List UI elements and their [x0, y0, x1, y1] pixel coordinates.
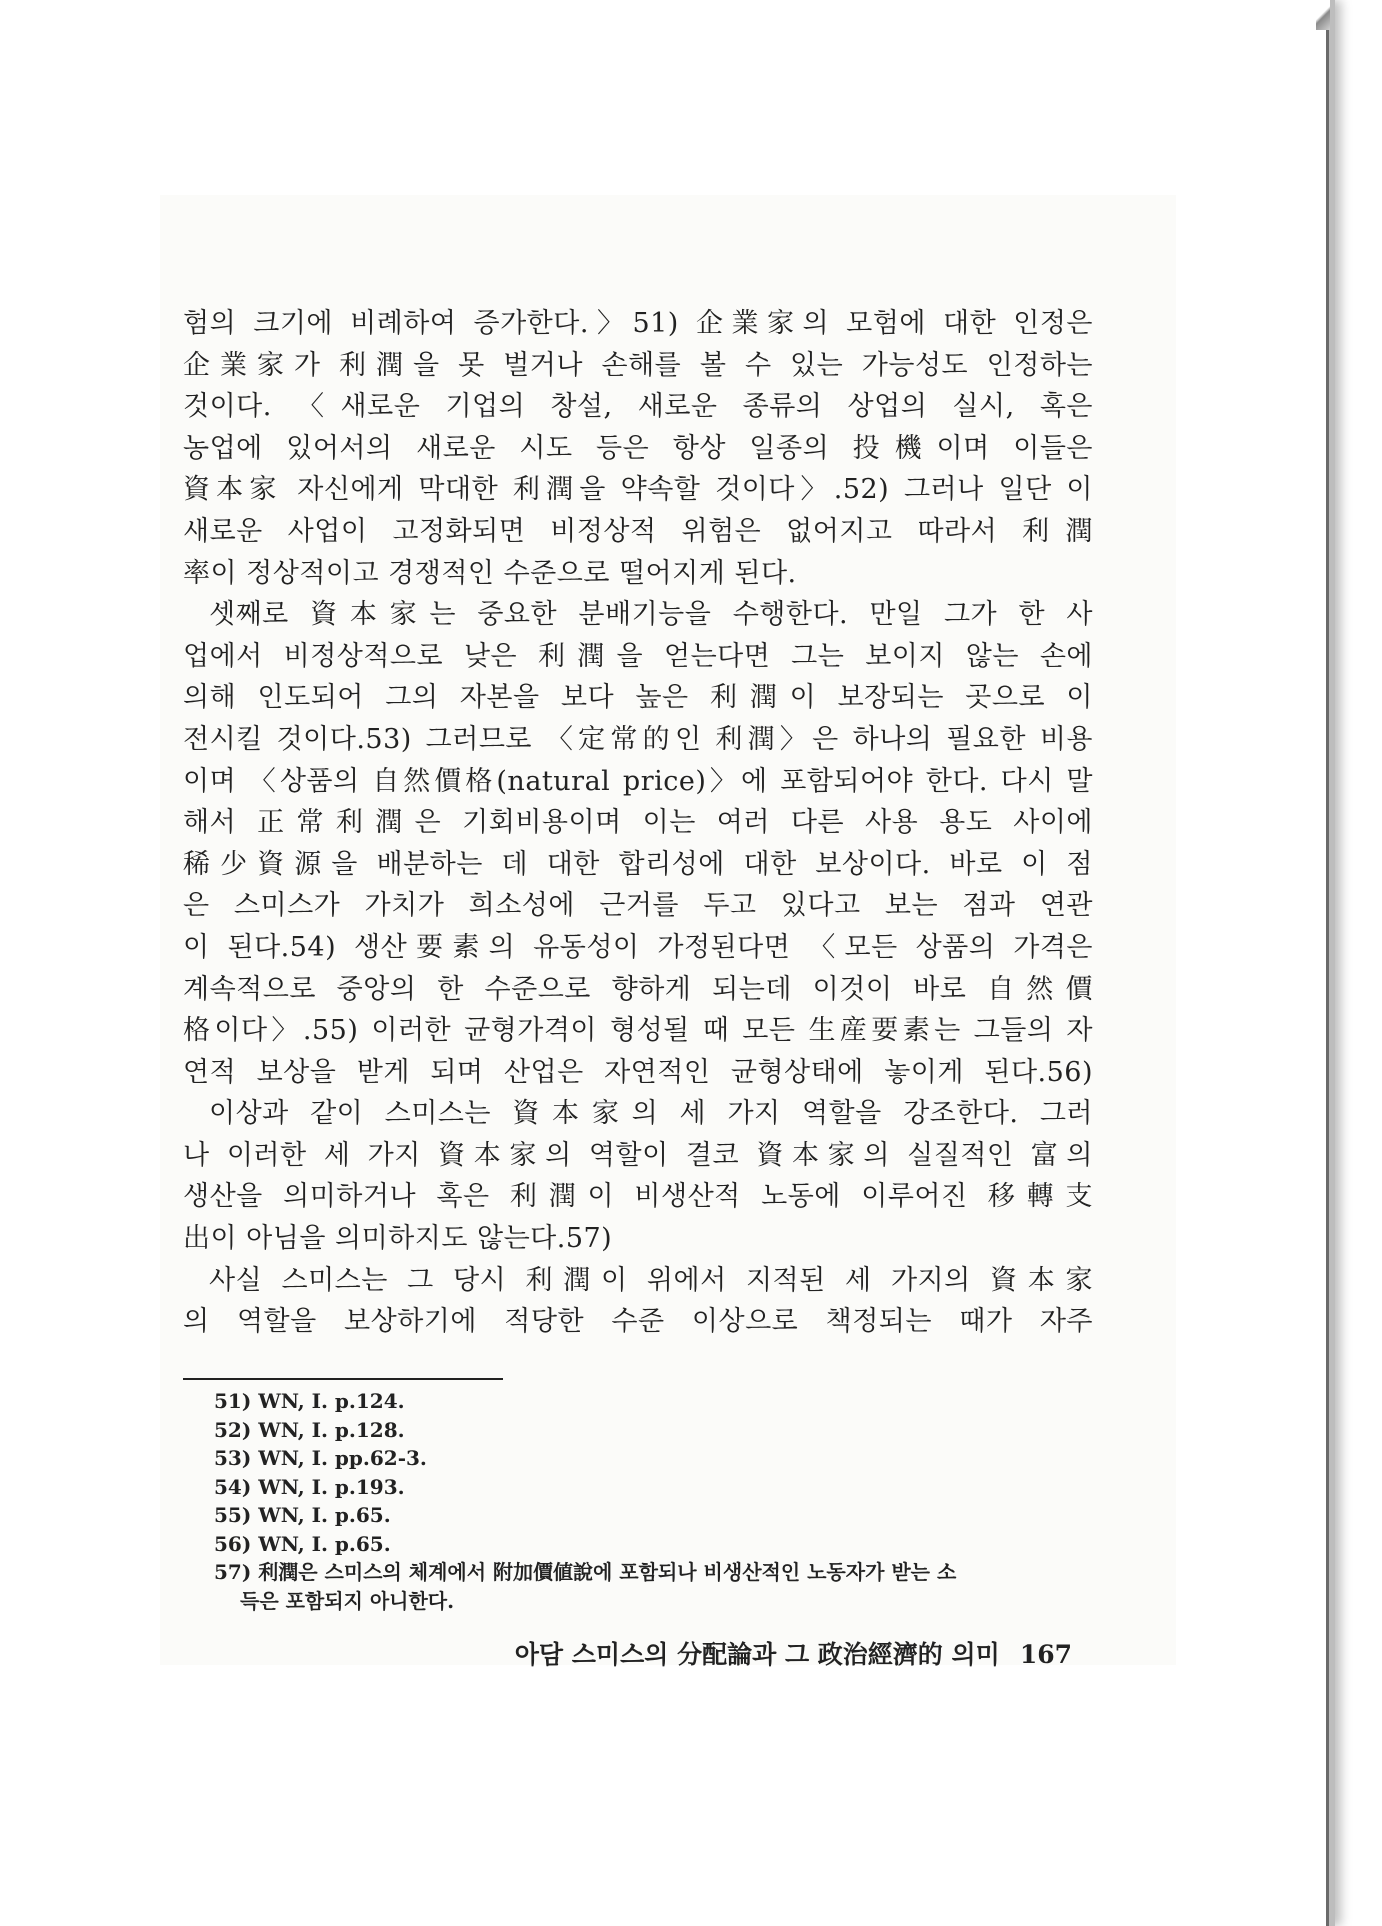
- body-line: 資本家 자신에게 막대한 利潤을 약속할 것이다〉.52) 그러나 일단 이: [183, 474, 1093, 506]
- body-line: 格이다〉.55) 이러한 균형가격이 형성될 때 모든 生産要素는 그들의 자: [183, 1015, 1093, 1047]
- body-line: 연적 보상을 받게 되며 산업은 자연적인 균형상태에 놓이게 된다.56): [183, 1056, 1093, 1088]
- footnote: 51) WN, I. p.124.: [214, 1389, 405, 1413]
- body-line: 해서 正常利潤은 기회비용이며 이는 여러 다른 사용 용도 사이에: [183, 807, 1093, 839]
- body-line: 出이 아님을 의미하지도 않는다.57): [183, 1223, 613, 1255]
- body-line: 나 이러한 세 가지 資本家의 역할이 결코 資本家의 실질적인 富의: [183, 1139, 1093, 1171]
- footnote: 53) WN, I. pp.62-3.: [214, 1446, 427, 1470]
- footnote: 54) WN, I. p.193.: [214, 1474, 405, 1499]
- body-line: 새로운 사업이 고정화되면 비정상적 위험은 없어지고 따라서 利潤: [183, 515, 1093, 547]
- footnote: 55) WN, I. p.65.: [214, 1503, 391, 1527]
- body-line: 사실 스미스는 그 당시 利潤이 위에서 지적된 세 가지의 資本家: [209, 1264, 1093, 1296]
- body-line: 험의 크기에 비례하여 증가한다.〉51) 企業家의 모험에 대한 인정은: [183, 308, 1093, 339]
- body-line: 은 스미스가 가치가 희소성에 근거를 두고 있다고 보는 점과 연관: [183, 890, 1093, 922]
- body-line: 이며 〈상품의 自然價格(natural price)〉에 포함되어야 한다. 다시 말: [183, 765, 1093, 797]
- body-line: 稀少資源을 배분하는 데 대한 합리성에 대한 보상이다. 바로 이 점: [183, 848, 1093, 880]
- body-line: 업에서 비정상적으로 낮은 利潤을 얻는다면 그는 보이지 않는 손에: [183, 640, 1093, 672]
- footnote-continuation: 득은 포함되지 아니한다.: [240, 1588, 455, 1613]
- footnote: 57) 利潤은 스미스의 체계에서 附加價値說에 포함되나 비생산적인 노동자가 받는 소: [214, 1560, 957, 1584]
- footnotes: [214, 1387, 1094, 1615]
- body-line: 농업에 있어서의 새로운 시도 등은 항상 일종의 投機이며 이들은: [183, 432, 1093, 464]
- running-footer: [472, 1635, 1072, 1675]
- body-line: 것이다. 〈새로운 기업의 창설, 새로운 종류의 상업의 실시, 혹은: [183, 391, 1093, 423]
- body-line: 企業家가 利潤을 못 벌거나 손해를 볼 수 있는 가능성도 인정하는: [183, 349, 1093, 381]
- body-line: 率이 정상적이고 경쟁적인 수준으로 떨어지게 된다.: [183, 557, 797, 589]
- footnote: 52) WN, I. p.128.: [214, 1417, 405, 1442]
- body-text: [183, 303, 1093, 1343]
- footnote-rule: [183, 1378, 503, 1380]
- page-curl: [1316, 0, 1330, 30]
- body-line: 이상과 같이 스미스는 資本家의 세 가지 역할을 강조한다. 그러: [209, 1098, 1093, 1130]
- page-number: 167: [1019, 1640, 1072, 1669]
- running-title: 아담 스미스의 分配論과 그 政治經濟的 의미: [514, 1640, 1000, 1669]
- body-line: 전시킬 것이다.53) 그러므로 〈定常的인 利潤〉은 하나의 필요한 비용: [183, 723, 1093, 755]
- body-line: 의 역할을 보상하기에 적당한 수준 이상으로 책정되는 때가 자주: [183, 1306, 1093, 1338]
- body-line: 의해 인도되어 그의 자본을 보다 높은 利潤이 보장되는 곳으로 이: [183, 682, 1093, 714]
- body-line: 생산을 의미하거나 혹은 利潤이 비생산적 노동에 이루어진 移轉支: [183, 1181, 1093, 1213]
- footnote: 56) WN, I. p.65.: [214, 1531, 391, 1556]
- body-line: 셋째로 資本家는 중요한 분배기능을 수행한다. 만일 그가 한 사: [209, 599, 1093, 631]
- body-line: 계속적으로 중앙의 한 수준으로 향하게 되는데 이것이 바로 自然價: [183, 973, 1093, 1005]
- body-line: 이 된다.54) 생산要素의 유동성이 가정된다면 〈모든 상품의 가격은: [183, 931, 1093, 963]
